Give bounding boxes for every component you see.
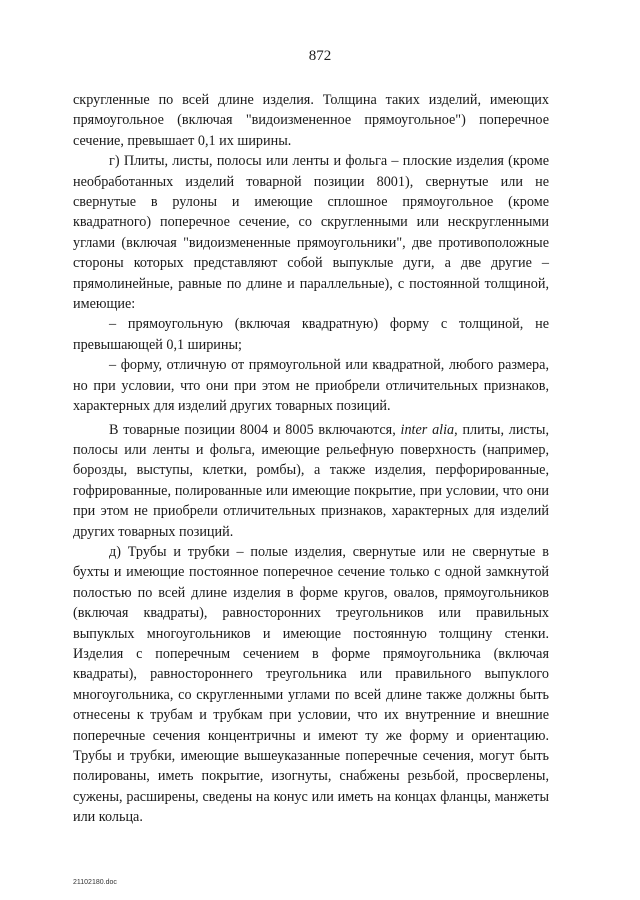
document-filename: 21102180.doc bbox=[73, 879, 117, 886]
text-segment: В товарные позиции 8004 и 8005 включаются, bbox=[109, 421, 401, 438]
paragraph-rectangular-form: – прямоугольную (включая квадратную) форму с толщиной, не превышающей 0,1 ширины; bbox=[73, 316, 549, 353]
document-body bbox=[73, 90, 549, 828]
paragraph-plates-sheets: г) Плиты, листы, полосы или ленты и фольга – плоские изделия (кроме необработанных изделий товарной позиции 8001), свернутые или не свернутые в рулоны и имеющие сплошное прямоугольное (кроме квадратного) поперечное сечение, со скругленными или нескругленными углами (включая "видоизмененные прямоугольники", две противоположные стороны которых представляют собой выпуклые дуги, а две другие – прямолинейные, равные по длине и параллельные), с постоянной толщиной, имеющие: bbox=[73, 153, 549, 313]
paragraph-continuation: скругленные по всей длине изделия. Толщина таких изделий, имеющих прямоугольное (включая "видоизмененное прямоугольное") поперечное сечение, превышает 0,1 их ширины. bbox=[73, 92, 549, 149]
paragraph-headings-8004-8005 bbox=[73, 420, 549, 542]
italic-term: inter alia bbox=[400, 421, 455, 438]
text-segment: , плиты, листы, полосы или ленты и фольга, имеющие рельефную поверхность (например, борозды, выступы, клетки, ромбы), а также изделия, перфорированные, гофрированные, полированные или имеющие покрытие, при условии, что они при этом не приобрели отличительных признаков, характерных для изделий других товарных позиций. bbox=[73, 421, 549, 540]
page-number: 872 bbox=[308, 48, 332, 64]
paragraph-other-form: – форму, отличную от прямоугольной или квадратной, любого размера, но при условии, что они при этом не приобрели отличительных признаков, характерных для изделий других товарных позиций. bbox=[73, 357, 549, 415]
paragraph-tubes-pipes: д) Трубы и трубки – полые изделия, свернутые или не свернутые в бухты и имеющие постоянное поперечное сечение только с одной замкнутой полостью по всей длине изделия в форме кругов, овалов, прямоугольников (включая квадраты), равносторонних треугольников или правильных выпуклых многоугольников и имеющие постоянную толщину стенки. Изделия с поперечным сечением в форме прямоугольника (включая квадраты), равностороннего треугольника или правильного выпуклого многоугольника, со скругленными углами по всей длине также должны быть отнесены к трубам и трубкам при условии, что их внутренние и внешние поперечные сечения концентричны и имеют ту же форму и ориентацию. Трубы и трубки, имеющие вышеуказанные поперечные сечения, могут быть полированы, иметь покрытие, изогнуты, снабжены резьбой, просверлены, сужены, расширены, сведены на конус или иметь на концах фланцы, манжеты или кольца. bbox=[73, 543, 549, 826]
